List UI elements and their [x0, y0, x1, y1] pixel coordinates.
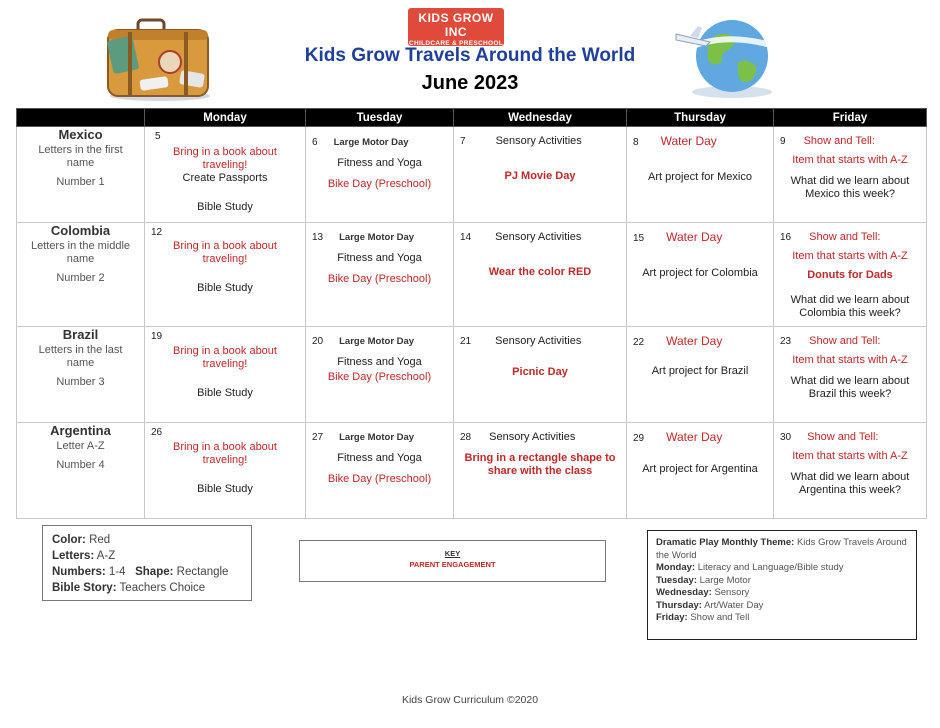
theme-value: Art/Water Day: [704, 599, 764, 611]
day-cell-friday: [774, 223, 927, 327]
day-cell-friday: [774, 327, 927, 423]
day-cell-wednesday: [454, 223, 627, 327]
day-header-row: [17, 109, 927, 127]
day-theme-heading: Large Motor Day: [339, 432, 415, 443]
parent-engagement-text: Picnic Day: [512, 366, 568, 378]
letters-info: Letters in the last: [38, 344, 123, 356]
day-theme-heading: Large Motor Day: [339, 336, 415, 347]
activity-text: Bible Study: [197, 282, 253, 294]
parent-engagement-text: Bring in a book about: [173, 441, 277, 453]
activity-text: What did we learn about: [790, 471, 910, 483]
day-theme-heading: Water Day: [666, 430, 723, 444]
day-cell-friday: [774, 127, 927, 223]
weekly-theme-box: [647, 530, 917, 640]
day-theme-heading: Water Day: [666, 230, 723, 244]
day-cell-wednesday: [454, 127, 627, 223]
activity-text: Bible Study: [197, 201, 253, 213]
activity-text: Colombia this week?: [799, 307, 901, 319]
date-number: 23: [780, 336, 792, 347]
letters-info: name: [66, 157, 95, 169]
parent-engagement-text: Wear the color RED: [488, 266, 592, 278]
legend-letters: A-Z: [96, 550, 116, 562]
date-number: 7: [460, 136, 466, 147]
logo-main-text: KIDS GROW INC: [418, 11, 494, 39]
activity-text: Bike Day (Preschool): [327, 178, 432, 190]
activity-text: Bike Day (Preschool): [327, 273, 432, 285]
activity-text: Bike Day (Preschool): [327, 371, 432, 383]
date-number: 6: [312, 137, 318, 148]
day-theme-heading: Large Motor Day: [333, 137, 409, 148]
date-number: 19: [151, 331, 163, 342]
activity-text: Art project for Argentina: [642, 463, 758, 475]
country-name: Mexico: [58, 127, 103, 142]
day-header-monday: Monday: [145, 109, 306, 127]
activity-text: What did we learn about: [790, 294, 910, 306]
page-title: Kids Grow Travels Around the World: [304, 45, 636, 66]
day-theme-heading: Water Day: [666, 334, 723, 348]
day-cell-monday: [145, 223, 306, 327]
theme-label: Thursday:: [656, 599, 702, 611]
activity-text: Fitness and Yoga: [337, 157, 422, 169]
day-theme-heading: Show and Tell:: [809, 231, 881, 243]
day-cell-monday: [145, 423, 306, 519]
theme-value: Show and Tell: [690, 612, 750, 623]
parent-engagement-text: Bring in a rectangle shape to: [464, 452, 616, 464]
monthly-focus-legend: [42, 525, 252, 601]
date-number: 27: [312, 432, 324, 443]
parent-engagement-text: traveling!: [202, 159, 248, 171]
theme-value: Literacy and Language/Bible study: [697, 562, 844, 573]
activity-text: Bike Day (Preschool): [327, 473, 432, 485]
theme-value: Kids Grow Travels Around the World: [656, 537, 907, 561]
day-cell-monday: [145, 127, 306, 223]
date-number: 12: [151, 227, 163, 238]
day-cell-wednesday: [454, 423, 627, 519]
date-number: 21: [460, 336, 472, 347]
day-theme-heading: Large Motor Day: [339, 232, 415, 243]
legend-label: Letters:: [52, 550, 95, 562]
activity-text: Art project for Brazil: [651, 365, 749, 377]
theme-label: Wednesday:: [656, 587, 712, 598]
letters-info: Letters in the first: [38, 144, 123, 156]
day-theme-heading: Show and Tell:: [809, 335, 881, 347]
week-row: [17, 423, 927, 519]
day-cell-friday: [774, 423, 927, 519]
letters-info: Letters in the middle: [30, 240, 131, 252]
legend-label: Shape:: [135, 566, 174, 578]
theme-value: Large Motor: [699, 574, 751, 586]
day-cell-monday: [145, 327, 306, 423]
date-number: 28: [460, 432, 472, 443]
theme-label: Dramatic Play Monthly Theme:: [656, 537, 795, 548]
week-row: [17, 223, 927, 327]
day-theme-heading: Sensory Activities: [495, 335, 582, 347]
letters-info: Letter A-Z: [56, 440, 105, 452]
theme-value: Sensory: [714, 587, 750, 598]
date-number: 14: [460, 232, 472, 243]
parent-engagement-text: traveling!: [202, 253, 248, 265]
logo-sub-text: CHILDCARE & PRESCHOOL: [408, 40, 504, 47]
legend-label: Bible Story:: [52, 582, 117, 594]
day-cell-thursday: [627, 127, 774, 223]
date-number: 26: [151, 427, 163, 438]
day-cell-wednesday: [454, 327, 627, 423]
legend-label: Numbers:: [52, 566, 106, 578]
number-info: Number 4: [56, 459, 105, 471]
activity-text: Bible Study: [197, 387, 253, 399]
date-number: 13: [312, 232, 324, 243]
parent-engagement-text: share with the class: [487, 465, 593, 477]
date-number: 8: [633, 137, 639, 148]
day-cell-thursday: [627, 423, 774, 519]
theme-label: Friday:: [656, 612, 688, 623]
day-theme-heading: Show and Tell:: [807, 431, 879, 443]
day-cell-tuesday: [306, 127, 454, 223]
day-theme-heading: Sensory Activities: [495, 231, 582, 243]
number-info: Number 2: [56, 272, 105, 284]
number-info: Number 3: [56, 376, 105, 388]
day-cell-thursday: [627, 223, 774, 327]
activity-text: Fitness and Yoga: [337, 252, 422, 264]
date-number: 9: [780, 136, 786, 147]
parent-engagement-text: Donuts for Dads: [807, 269, 893, 281]
date-number: 20: [312, 336, 324, 347]
legend-numbers: 1-4: [108, 566, 126, 578]
activity-text: Item that starts with A-Z: [792, 250, 908, 262]
activity-text: Item that starts with A-Z: [792, 154, 908, 166]
parent-engagement-text: traveling!: [202, 454, 248, 466]
key-parent-engagement: PARENT ENGAGEMENT: [409, 560, 496, 569]
day-theme-heading: Water Day: [660, 134, 717, 148]
day-cell-tuesday: [306, 223, 454, 327]
legend-shape: Rectangle: [176, 566, 229, 578]
number-info: Number 1: [56, 176, 105, 188]
day-header-thursday: Thursday: [627, 109, 774, 127]
activity-text: Brazil this week?: [808, 388, 892, 400]
activity-text: Item that starts with A-Z: [792, 450, 908, 462]
parent-engagement-text: PJ Movie Day: [504, 170, 576, 182]
key-title: KEY: [444, 549, 461, 558]
week-row: [17, 327, 927, 423]
activity-text: Item that starts with A-Z: [792, 354, 908, 366]
week-label: [17, 127, 145, 223]
date-number: 22: [633, 337, 645, 348]
parent-engagement-text: Bring in a book about: [173, 240, 277, 252]
key-box: [299, 540, 606, 582]
activity-text: Mexico this week?: [805, 188, 895, 200]
activity-text: Art project for Mexico: [648, 171, 752, 183]
date-number: 5: [155, 131, 161, 142]
theme-label: Monday:: [656, 562, 696, 573]
country-name: Colombia: [50, 223, 111, 238]
day-theme-heading: Sensory Activities: [489, 431, 576, 443]
parent-engagement-text: traveling!: [202, 358, 248, 370]
legend-bible-story: Teachers Choice: [119, 582, 206, 594]
day-theme-heading: Sensory Activities: [495, 135, 582, 147]
week-label: [17, 223, 145, 327]
date-number: 30: [780, 432, 792, 443]
day-header-wednesday: Wednesday: [454, 109, 627, 127]
parent-engagement-text: Bring in a book about: [173, 146, 277, 158]
activity-text: Create Passports: [182, 172, 268, 184]
company-logo: [408, 8, 504, 46]
calendar-table: [16, 108, 927, 519]
day-header-friday: Friday: [774, 109, 927, 127]
activity-text: What did we learn about: [790, 175, 910, 187]
day-cell-thursday: [627, 327, 774, 423]
corner-header: [17, 109, 145, 127]
date-number: 15: [633, 233, 645, 244]
theme-label: Tuesday:: [656, 574, 698, 586]
activity-text: Bible Study: [197, 483, 253, 495]
legend-color: Red: [89, 534, 111, 546]
footer-copyright: Kids Grow Curriculum ©2020: [401, 694, 539, 706]
country-name: Argentina: [50, 423, 111, 438]
activity-text: Argentina this week?: [798, 484, 902, 496]
day-theme-heading: Show and Tell:: [803, 135, 875, 147]
week-label: [17, 423, 145, 519]
letters-info: name: [66, 253, 95, 265]
day-header-tuesday: Tuesday: [306, 109, 454, 127]
day-cell-tuesday: [306, 423, 454, 519]
day-cell-tuesday: [306, 327, 454, 423]
page-subtitle: June 2023: [421, 72, 519, 94]
week-row: [17, 127, 927, 223]
activity-text: What did we learn about: [790, 375, 910, 387]
parent-engagement-text: Bring in a book about: [173, 345, 277, 357]
country-name: Brazil: [62, 327, 99, 342]
legend-label: Color:: [52, 534, 86, 546]
date-number: 29: [633, 433, 645, 444]
week-label: [17, 327, 145, 423]
activity-text: Art project for Colombia: [642, 267, 758, 279]
date-number: 16: [780, 232, 792, 243]
letters-info: name: [66, 357, 95, 369]
activity-text: Fitness and Yoga: [337, 452, 422, 464]
activity-text: Fitness and Yoga: [337, 356, 422, 368]
